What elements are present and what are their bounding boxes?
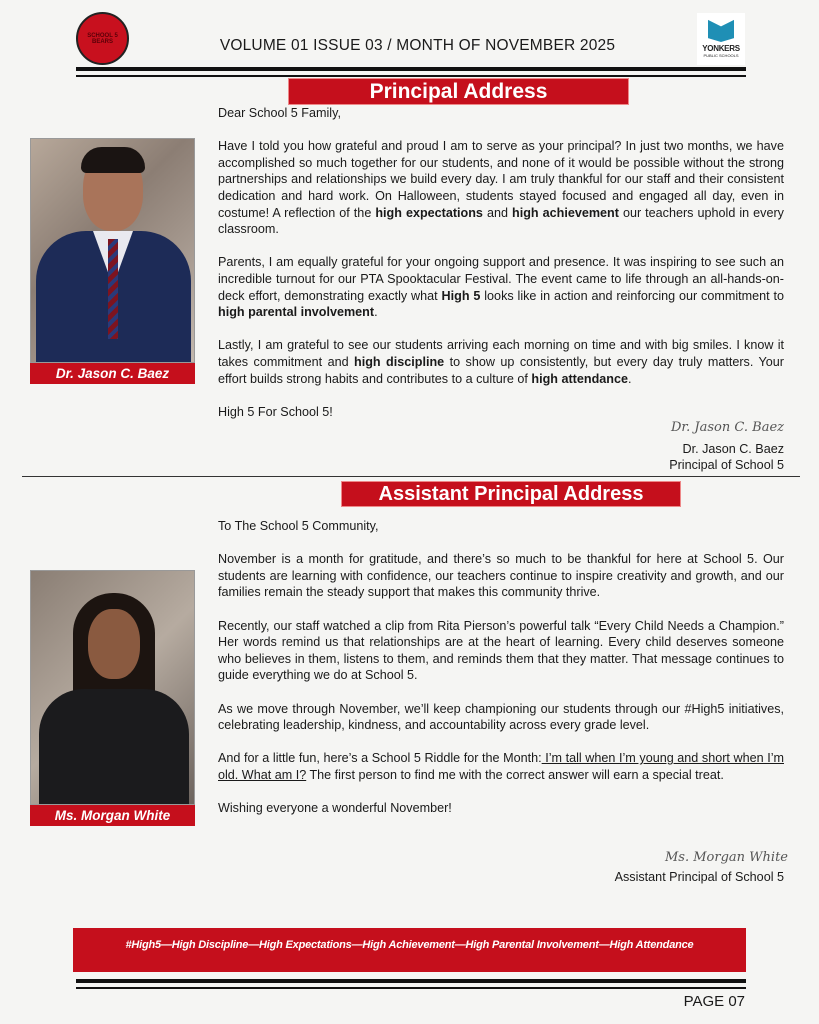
- closing: Wishing everyone a wonderful November!: [218, 801, 452, 816]
- assistant-signature: Ms. Morgan White: [665, 850, 788, 865]
- principal-title: Principal Address: [288, 78, 629, 105]
- paragraph: As we move through November, we’ll keep championing our students through our #High5 initiatives, celebrating leadership, kindness, and accountability across every grade level.: [218, 701, 784, 733]
- logo-subtitle: PUBLIC SCHOOLS: [703, 53, 739, 58]
- salutation: Dear School 5 Family,: [218, 106, 341, 120]
- book-icon: [708, 16, 734, 42]
- paragraph: Lastly, I am grateful to see our students arriving each morning on time and with big smiles. I know it takes commitment and high discipline to show up consistently, but every day truly matters. Your effort builds strong habits and contributes to a culture of high attendance.: [218, 338, 784, 386]
- principal-letter: [218, 105, 784, 437]
- principal-signoff: [500, 441, 784, 473]
- divider: [76, 979, 746, 983]
- principal-caption: Dr. Jason C. Baez: [30, 363, 195, 384]
- principal-photo: [30, 138, 195, 363]
- paragraph: Parents, I am equally grateful for your ongoing support and presence. It was inspiring to see such an incredible turnout for our PTA Spooktacular Festival. The event came to life through an all-hands-on-deck effort, demonstrating exactly what High 5 looks like in action and reinforcing our commitment to high parental involvement.: [218, 255, 785, 320]
- riddle: I’m tall when I’m young and short when I’m old. What am I?: [218, 751, 784, 782]
- assistant-caption: Ms. Morgan White: [30, 805, 195, 826]
- divider: [76, 987, 746, 989]
- logo-text: SCHOOL 5 BEARS: [87, 32, 118, 45]
- principal-name: Dr. Jason C. Baez: [682, 442, 784, 456]
- assistant-role: Assistant Principal of School 5: [614, 870, 784, 884]
- yonkers-logo: [697, 13, 745, 65]
- salutation: To The School 5 Community,: [218, 519, 379, 533]
- assistant-title: Assistant Principal Address: [341, 481, 681, 507]
- page-number: PAGE 07: [683, 993, 745, 1010]
- assistant-letter: [218, 518, 784, 833]
- divider: [76, 67, 746, 71]
- issue-header: VOLUME 01 ISSUE 03 / MONTH OF NOVEMBER 2025: [219, 37, 616, 54]
- paragraph: Recently, our staff watched a clip from Rita Pierson’s powerful talk “Every Child Needs a Champion.” Her words remind us that relationships are at the heart of learning. Every child deserves someone who believes in them, listens to them, and reminds them that they matter. That message continues to guide everything we do at School 5.: [218, 618, 784, 683]
- paragraph: Have I told you how grateful and proud I am to serve as your principal? In just two months, we have accomplished so much together for our students, and none of it would be possible without the strong partnerships and relationships we build every day. I am truly thankful for our staff and their consistent dedication and hard work. On Halloween, students stayed focused and engaged all day, even in costume! A reflection of the high expectations and high achievement our teachers uphold in every classroom.: [218, 139, 784, 237]
- motto-banner: #High5—High Discipline—High Expectations—High Achievement—High Parental Involvement—High Attendance: [73, 928, 746, 972]
- principal-signature: Dr. Jason C. Baez: [670, 420, 784, 435]
- divider: [76, 75, 746, 77]
- paragraph: And for a little fun, here’s a School 5 Riddle for the Month: I’m tall when I’m young and short when I’m old. What am I? The first person to find me with the correct answer will earn a special treat.: [218, 751, 784, 782]
- assistant-photo: [30, 570, 195, 805]
- principal-role: Principal of School 5: [669, 458, 784, 472]
- section-divider: [22, 476, 800, 477]
- logo-title: YONKERS: [702, 44, 740, 53]
- paragraph: November is a month for gratitude, and there’s so much to be thankful for here at School 5. Our students are learning with confidence, our teachers continue to inspire creativity and growth, and our families remain the steady support that makes this community thrive.: [218, 552, 784, 600]
- closing: High 5 For School 5!: [218, 404, 333, 419]
